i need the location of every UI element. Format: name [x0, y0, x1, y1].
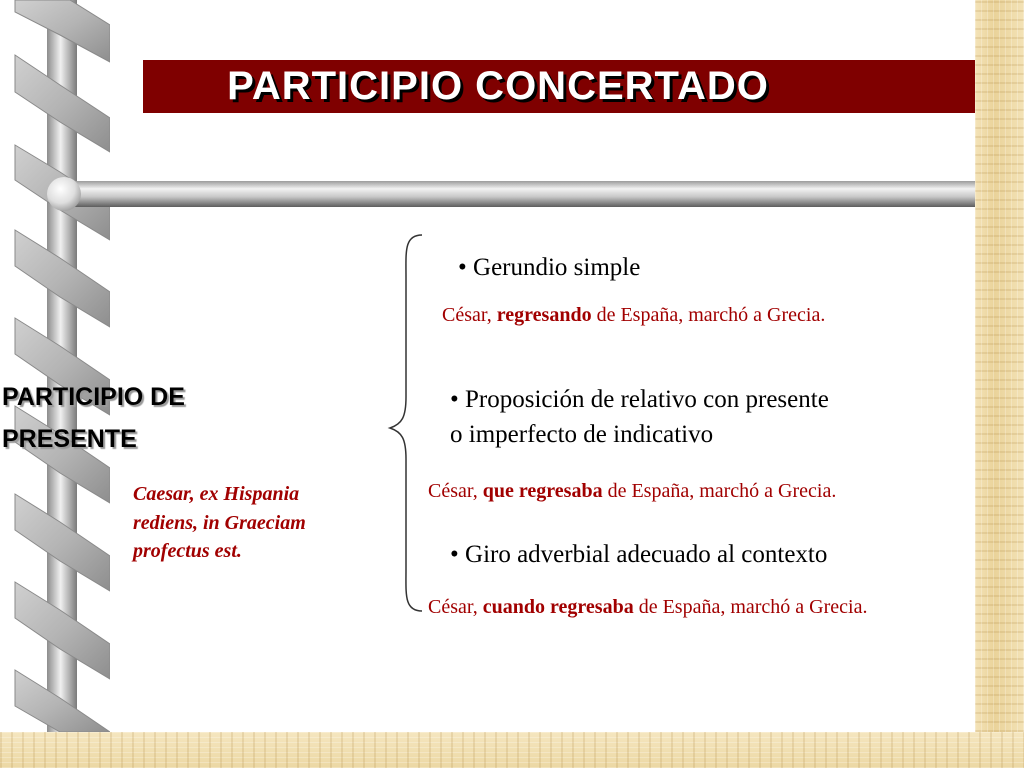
spiral-binding-decoration: [0, 0, 110, 732]
example-adverbial: [428, 596, 867, 619]
example-prefix: César,: [442, 304, 497, 326]
option-relativo: [450, 382, 829, 452]
example-prefix: César,: [428, 480, 483, 502]
example-highlight: cuando regresaba: [482, 596, 634, 618]
heading-line-2: PRESENTE: [2, 425, 137, 453]
option-label: Gerundio simple: [473, 254, 641, 281]
latin-line-1: Caesar, ex Hispania: [133, 483, 300, 505]
example-highlight: regresando: [496, 304, 592, 326]
example-relativo: [428, 480, 836, 503]
bullet-marker: •: [450, 386, 459, 413]
example-gerundio: [442, 304, 825, 327]
title-banner: [143, 60, 975, 113]
example-highlight: que regresaba: [482, 480, 603, 502]
curly-brace-icon: [382, 232, 432, 614]
example-suffix: de España, marchó a Grecia.: [633, 596, 868, 618]
example-suffix: de España, marchó a Grecia.: [602, 480, 837, 502]
latin-line-2: rediens, in Graeciam: [133, 511, 306, 534]
wood-frame-bottom: [0, 732, 1024, 768]
option-adverbial: [450, 537, 827, 572]
bullet-marker: •: [450, 541, 459, 568]
option-label-line-1: Proposición de relativo con presente: [465, 386, 829, 413]
wood-frame-right: [975, 0, 1024, 768]
bullet-marker: •: [458, 254, 467, 281]
latin-line-3: profectus est.: [133, 540, 242, 562]
horizontal-bar-decoration: [40, 172, 975, 218]
option-gerundio: [458, 250, 640, 285]
example-prefix: César,: [428, 596, 483, 618]
heading-line-1: PARTICIPIO DE: [2, 383, 185, 411]
slide-title: PARTICIPIO CONCERTADO: [227, 64, 769, 108]
option-label-line-2: o imperfecto de indicativo: [450, 421, 714, 448]
latin-example: [133, 480, 373, 566]
participio-heading: [2, 376, 262, 460]
example-suffix: de España, marchó a Grecia.: [591, 304, 826, 326]
option-label: Giro adverbial adecuado al contexto: [465, 541, 828, 568]
